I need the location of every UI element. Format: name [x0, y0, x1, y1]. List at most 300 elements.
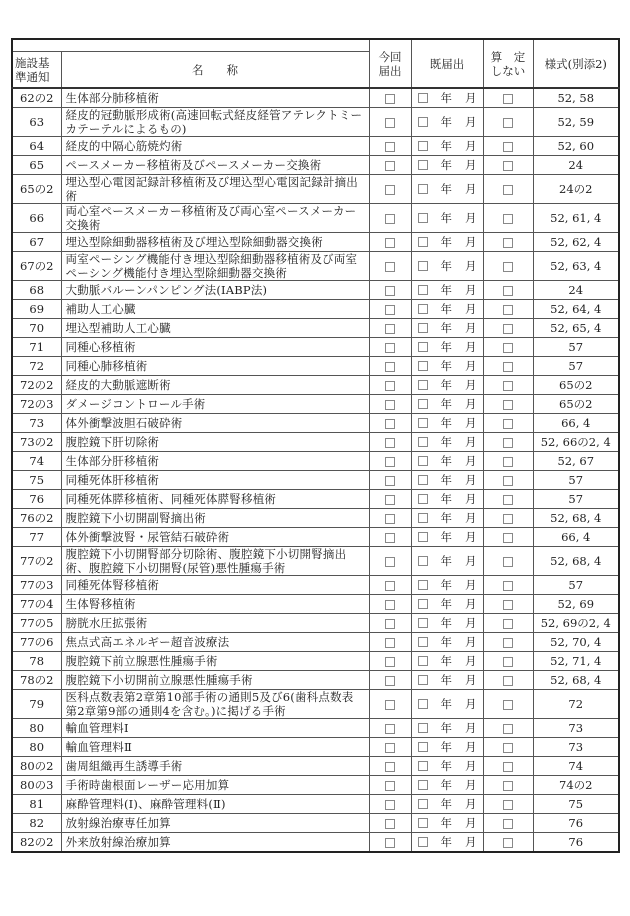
header-already-filed: 既届出 — [411, 39, 483, 88]
notice-number: 80 — [12, 738, 61, 757]
form-number: 57 — [533, 576, 619, 595]
already-filed-checkbox[interactable] — [418, 213, 428, 223]
year-label: 年 — [440, 473, 452, 487]
year-label: 年 — [440, 378, 452, 392]
this-time-checkbox[interactable] — [385, 819, 395, 829]
this-time-cell — [369, 137, 411, 156]
already-filed-checkbox[interactable] — [418, 656, 428, 666]
not-calculated-cell — [483, 376, 533, 395]
month-label: 月 — [465, 721, 477, 735]
not-calculated-checkbox[interactable] — [503, 657, 513, 667]
already-filed-checkbox[interactable] — [418, 818, 428, 828]
already-filed-cell — [411, 738, 483, 757]
notice-number: 73 — [12, 414, 61, 433]
this-time-cell — [369, 576, 411, 595]
already-filed-checkbox[interactable] — [418, 418, 428, 428]
item-name: 腹腔鏡下小切開副腎摘出術 — [61, 509, 369, 528]
table-row — [12, 814, 619, 833]
this-time-checkbox[interactable] — [385, 800, 395, 810]
form-number: 24 — [533, 281, 619, 300]
not-calculated-checkbox[interactable] — [503, 305, 513, 315]
item-name: ダメージコントロール手術 — [61, 395, 369, 414]
not-calculated-cell — [483, 338, 533, 357]
item-name: 手術時歯根面レーザー応用加算 — [61, 776, 369, 795]
already-filed-cell — [411, 614, 483, 633]
item-name: 埋込型心電図記録計移植術及び埋込型心電図記録計摘出術 — [61, 175, 369, 204]
table-row — [12, 252, 619, 281]
already-filed-checkbox[interactable] — [418, 261, 428, 271]
table-row — [12, 414, 619, 433]
month-label: 月 — [465, 759, 477, 773]
this-time-checkbox[interactable] — [385, 214, 395, 224]
this-time-checkbox[interactable] — [385, 286, 395, 296]
this-time-checkbox[interactable] — [385, 676, 395, 686]
already-filed-cell — [411, 719, 483, 738]
month-label: 月 — [465, 778, 477, 792]
not-calculated-checkbox[interactable] — [503, 419, 513, 429]
table-row — [12, 528, 619, 547]
not-calculated-checkbox[interactable] — [503, 457, 513, 467]
month-label: 月 — [465, 259, 477, 273]
this-time-checkbox[interactable] — [385, 638, 395, 648]
already-filed-checkbox[interactable] — [418, 380, 428, 390]
table-row — [12, 795, 619, 814]
this-time-cell — [369, 595, 411, 614]
form-number: 57 — [533, 338, 619, 357]
year-label: 年 — [440, 259, 452, 273]
notice-number: 62の2 — [12, 88, 61, 108]
form-number: 57 — [533, 471, 619, 490]
year-label: 年 — [440, 654, 452, 668]
already-filed-checkbox[interactable] — [418, 361, 428, 371]
year-label: 年 — [440, 340, 452, 354]
month-label: 月 — [465, 340, 477, 354]
not-calculated-cell — [483, 738, 533, 757]
this-time-checkbox[interactable] — [385, 743, 395, 753]
not-calculated-checkbox[interactable] — [503, 214, 513, 224]
already-filed-checkbox[interactable] — [418, 456, 428, 466]
month-label: 月 — [465, 616, 477, 630]
item-name: 腹腔鏡下前立腺悪性腫瘍手術 — [61, 652, 369, 671]
notice-number: 77 — [12, 528, 61, 547]
year-label: 年 — [440, 740, 452, 754]
already-filed-cell — [411, 471, 483, 490]
already-filed-checkbox[interactable] — [418, 799, 428, 809]
month-label: 月 — [465, 740, 477, 754]
header-top-row — [12, 39, 619, 52]
year-label: 年 — [440, 759, 452, 773]
this-time-checkbox[interactable] — [385, 438, 395, 448]
already-filed-checkbox[interactable] — [418, 237, 428, 247]
this-time-cell — [369, 338, 411, 357]
already-filed-cell — [411, 671, 483, 690]
already-filed-checkbox[interactable] — [418, 637, 428, 647]
table-row — [12, 319, 619, 338]
already-filed-checkbox[interactable] — [418, 475, 428, 485]
item-name: 輸血管理料Ⅱ — [61, 738, 369, 757]
already-filed-cell — [411, 175, 483, 204]
this-time-checkbox[interactable] — [385, 514, 395, 524]
form-number: 52, 68, 4 — [533, 547, 619, 576]
this-time-cell — [369, 757, 411, 776]
this-time-cell — [369, 376, 411, 395]
year-label: 年 — [440, 139, 452, 153]
already-filed-cell — [411, 814, 483, 833]
form-number: 73 — [533, 738, 619, 757]
notice-number: 64 — [12, 137, 61, 156]
notice-number: 76 — [12, 490, 61, 509]
not-calculated-checkbox[interactable] — [503, 676, 513, 686]
not-calculated-checkbox[interactable] — [503, 286, 513, 296]
this-time-cell — [369, 490, 411, 509]
table-row — [12, 233, 619, 252]
this-time-checkbox[interactable] — [385, 495, 395, 505]
already-filed-checkbox[interactable] — [418, 675, 428, 685]
item-name: 歯周組織再生誘導手術 — [61, 757, 369, 776]
form-number: 52, 69 — [533, 595, 619, 614]
not-calculated-checkbox[interactable] — [503, 762, 513, 772]
year-label: 年 — [440, 616, 452, 630]
already-filed-checkbox[interactable] — [418, 618, 428, 628]
this-time-checkbox[interactable] — [385, 600, 395, 610]
this-time-cell — [369, 414, 411, 433]
this-time-checkbox[interactable] — [385, 657, 395, 667]
not-calculated-checkbox[interactable] — [503, 724, 513, 734]
already-filed-checkbox[interactable] — [418, 184, 428, 194]
not-calculated-cell — [483, 833, 533, 853]
already-filed-checkbox[interactable] — [418, 323, 428, 333]
notice-number: 72の2 — [12, 376, 61, 395]
already-filed-checkbox[interactable] — [418, 342, 428, 352]
this-time-checkbox[interactable] — [385, 457, 395, 467]
not-calculated-cell — [483, 547, 533, 576]
this-time-checkbox[interactable] — [385, 238, 395, 248]
this-time-checkbox[interactable] — [385, 161, 395, 171]
header-form: 様式(別添2) — [533, 39, 619, 88]
not-calculated-cell — [483, 528, 533, 547]
item-name: 焦点式高エネルギー超音波療法 — [61, 633, 369, 652]
year-label: 年 — [440, 158, 452, 172]
already-filed-cell — [411, 776, 483, 795]
item-name: 大動脈バルーンパンピング法(IABP法) — [61, 281, 369, 300]
not-calculated-cell — [483, 108, 533, 137]
this-time-checkbox[interactable] — [385, 581, 395, 591]
month-label: 月 — [465, 511, 477, 525]
year-label: 年 — [440, 359, 452, 373]
already-filed-checkbox[interactable] — [418, 141, 428, 151]
this-time-checkbox[interactable] — [385, 619, 395, 629]
this-time-checkbox[interactable] — [385, 419, 395, 429]
form-number: 74の2 — [533, 776, 619, 795]
this-time-cell — [369, 452, 411, 471]
already-filed-checkbox[interactable] — [418, 93, 428, 103]
year-label: 年 — [440, 91, 452, 105]
form-number: 66, 4 — [533, 414, 619, 433]
this-time-cell — [369, 690, 411, 719]
notice-number: 67 — [12, 233, 61, 252]
this-time-checkbox[interactable] — [385, 262, 395, 272]
month-label: 月 — [465, 91, 477, 105]
not-calculated-checkbox[interactable] — [503, 324, 513, 334]
item-name: 同種死体腎移植術 — [61, 576, 369, 595]
form-number: 52, 67 — [533, 452, 619, 471]
this-time-cell — [369, 175, 411, 204]
not-calculated-cell — [483, 490, 533, 509]
this-time-checkbox[interactable] — [385, 305, 395, 315]
already-filed-cell — [411, 757, 483, 776]
already-filed-checkbox[interactable] — [418, 761, 428, 771]
notice-number: 66 — [12, 204, 61, 233]
item-name: 埋込型除細動器移植術及び埋込型除細動器交換術 — [61, 233, 369, 252]
already-filed-checkbox[interactable] — [418, 160, 428, 170]
already-filed-checkbox[interactable] — [418, 723, 428, 733]
this-time-checkbox[interactable] — [385, 762, 395, 772]
not-calculated-cell — [483, 576, 533, 595]
already-filed-checkbox[interactable] — [418, 513, 428, 523]
this-time-cell — [369, 300, 411, 319]
year-label: 年 — [440, 835, 452, 849]
this-time-cell — [369, 633, 411, 652]
form-number: 52, 62, 4 — [533, 233, 619, 252]
notice-number: 80の2 — [12, 757, 61, 776]
not-calculated-checkbox[interactable] — [503, 838, 513, 848]
item-name: 生体腎移植術 — [61, 595, 369, 614]
item-name: 医科点数表第2章第10部手術の通則5及び6(歯科点数表第2章第9部の通則4を含む。)に掲げる手術 — [61, 690, 369, 719]
table-row — [12, 175, 619, 204]
not-calculated-checkbox[interactable] — [503, 262, 513, 272]
notice-number: 70 — [12, 319, 61, 338]
month-label: 月 — [465, 435, 477, 449]
item-name: 麻酔管理料(Ⅰ)、麻酔管理料(Ⅱ) — [61, 795, 369, 814]
not-calculated-checkbox[interactable] — [503, 381, 513, 391]
item-name: 両室ペーシング機能付き埋込型除細動器移植術及び両室ペーシング機能付き埋込型除細動器交換術 — [61, 252, 369, 281]
month-label: 月 — [465, 182, 477, 196]
table-row — [12, 757, 619, 776]
form-number: 74 — [533, 757, 619, 776]
already-filed-checkbox[interactable] — [418, 399, 428, 409]
not-calculated-checkbox[interactable] — [503, 514, 513, 524]
not-calculated-checkbox[interactable] — [503, 238, 513, 248]
month-label: 月 — [465, 635, 477, 649]
this-time-cell — [369, 319, 411, 338]
item-name: 放射線治療専任加算 — [61, 814, 369, 833]
table-row — [12, 490, 619, 509]
table-row — [12, 690, 619, 719]
month-label: 月 — [465, 473, 477, 487]
already-filed-cell — [411, 690, 483, 719]
already-filed-checkbox[interactable] — [418, 837, 428, 847]
form-number: 52, 61, 4 — [533, 204, 619, 233]
already-filed-cell — [411, 833, 483, 853]
already-filed-cell — [411, 652, 483, 671]
this-time-checkbox[interactable] — [385, 838, 395, 848]
notice-number: 80 — [12, 719, 61, 738]
already-filed-cell — [411, 156, 483, 175]
already-filed-checkbox[interactable] — [418, 780, 428, 790]
already-filed-checkbox[interactable] — [418, 580, 428, 590]
already-filed-checkbox[interactable] — [418, 117, 428, 127]
not-calculated-checkbox[interactable] — [503, 700, 513, 710]
not-calculated-checkbox[interactable] — [503, 533, 513, 543]
this-time-checkbox[interactable] — [385, 343, 395, 353]
form-number: 65の2 — [533, 376, 619, 395]
not-calculated-checkbox[interactable] — [503, 495, 513, 505]
this-time-cell — [369, 395, 411, 414]
already-filed-checkbox[interactable] — [418, 494, 428, 504]
already-filed-cell — [411, 204, 483, 233]
not-calculated-checkbox[interactable] — [503, 142, 513, 152]
this-time-checkbox[interactable] — [385, 557, 395, 567]
this-time-checkbox[interactable] — [385, 533, 395, 543]
already-filed-checkbox[interactable] — [418, 285, 428, 295]
not-calculated-checkbox[interactable] — [503, 638, 513, 648]
not-calculated-checkbox[interactable] — [503, 185, 513, 195]
month-label: 月 — [465, 578, 477, 592]
this-time-cell — [369, 738, 411, 757]
this-time-cell — [369, 652, 411, 671]
not-calculated-cell — [483, 757, 533, 776]
this-time-checkbox[interactable] — [385, 476, 395, 486]
this-time-cell — [369, 776, 411, 795]
table-row — [12, 395, 619, 414]
form-number: 73 — [533, 719, 619, 738]
notice-number: 77の4 — [12, 595, 61, 614]
notice-number: 75 — [12, 471, 61, 490]
this-time-cell — [369, 252, 411, 281]
notice-number: 80の3 — [12, 776, 61, 795]
not-calculated-cell — [483, 690, 533, 719]
form-number: 52, 68, 4 — [533, 509, 619, 528]
not-calculated-checkbox[interactable] — [503, 400, 513, 410]
month-label: 月 — [465, 397, 477, 411]
not-calculated-checkbox[interactable] — [503, 343, 513, 353]
notice-number: 63 — [12, 108, 61, 137]
not-calculated-checkbox[interactable] — [503, 94, 513, 104]
already-filed-cell — [411, 252, 483, 281]
not-calculated-cell — [483, 776, 533, 795]
this-time-checkbox[interactable] — [385, 781, 395, 791]
table-row — [12, 108, 619, 137]
year-label: 年 — [440, 416, 452, 430]
this-time-checkbox[interactable] — [385, 185, 395, 195]
not-calculated-checkbox[interactable] — [503, 557, 513, 567]
already-filed-checkbox[interactable] — [418, 437, 428, 447]
already-filed-checkbox[interactable] — [418, 532, 428, 542]
already-filed-cell — [411, 281, 483, 300]
not-calculated-cell — [483, 319, 533, 338]
not-calculated-checkbox[interactable] — [503, 743, 513, 753]
month-label: 月 — [465, 673, 477, 687]
this-time-cell — [369, 719, 411, 738]
already-filed-checkbox[interactable] — [418, 699, 428, 709]
not-calculated-cell — [483, 204, 533, 233]
table-row — [12, 776, 619, 795]
table-row — [12, 671, 619, 690]
not-calculated-cell — [483, 814, 533, 833]
this-time-checkbox[interactable] — [385, 142, 395, 152]
notice-number: 68 — [12, 281, 61, 300]
already-filed-cell — [411, 300, 483, 319]
this-time-checkbox[interactable] — [385, 724, 395, 734]
month-label: 月 — [465, 492, 477, 506]
form-number: 52, 71, 4 — [533, 652, 619, 671]
this-time-checkbox[interactable] — [385, 700, 395, 710]
notice-number: 82 — [12, 814, 61, 833]
already-filed-cell — [411, 414, 483, 433]
month-label: 月 — [465, 302, 477, 316]
notice-number: 77の2 — [12, 547, 61, 576]
not-calculated-checkbox[interactable] — [503, 476, 513, 486]
not-calculated-checkbox[interactable] — [503, 819, 513, 829]
form-number: 52, 59 — [533, 108, 619, 137]
year-label: 年 — [440, 797, 452, 811]
table-row — [12, 452, 619, 471]
this-time-cell — [369, 204, 411, 233]
year-label: 年 — [440, 578, 452, 592]
year-label: 年 — [440, 530, 452, 544]
not-calculated-checkbox[interactable] — [503, 118, 513, 128]
not-calculated-checkbox[interactable] — [503, 161, 513, 171]
year-label: 年 — [440, 778, 452, 792]
month-label: 月 — [465, 697, 477, 711]
month-label: 月 — [465, 454, 477, 468]
table-row — [12, 204, 619, 233]
item-name: ペースメーカー移植術及びペースメーカー交換術 — [61, 156, 369, 175]
already-filed-cell — [411, 137, 483, 156]
not-calculated-cell — [483, 357, 533, 376]
already-filed-checkbox[interactable] — [418, 304, 428, 314]
year-label: 年 — [440, 554, 452, 568]
this-time-cell — [369, 357, 411, 376]
item-name: 体外衝撃波腎・尿管結石破砕術 — [61, 528, 369, 547]
already-filed-checkbox[interactable] — [418, 742, 428, 752]
not-calculated-checkbox[interactable] — [503, 362, 513, 372]
item-name: 補助人工心臓 — [61, 300, 369, 319]
not-calculated-checkbox[interactable] — [503, 438, 513, 448]
year-label: 年 — [440, 115, 452, 129]
already-filed-checkbox[interactable] — [418, 599, 428, 609]
this-time-checkbox[interactable] — [385, 94, 395, 104]
table-body — [12, 88, 619, 852]
this-time-cell — [369, 471, 411, 490]
not-calculated-cell — [483, 471, 533, 490]
month-label: 月 — [465, 158, 477, 172]
notice-number: 72 — [12, 357, 61, 376]
month-label: 月 — [465, 115, 477, 129]
not-calculated-checkbox[interactable] — [503, 781, 513, 791]
this-time-checkbox[interactable] — [385, 324, 395, 334]
already-filed-checkbox[interactable] — [418, 556, 428, 566]
not-calculated-cell — [483, 395, 533, 414]
this-time-checkbox[interactable] — [385, 118, 395, 128]
not-calculated-cell — [483, 281, 533, 300]
item-name: 同種死体膵移植術、同種死体膵腎移植術 — [61, 490, 369, 509]
not-calculated-checkbox[interactable] — [503, 619, 513, 629]
table-row — [12, 738, 619, 757]
form-number: 52, 58 — [533, 88, 619, 108]
this-time-checkbox[interactable] — [385, 400, 395, 410]
month-label: 月 — [465, 321, 477, 335]
year-label: 年 — [440, 511, 452, 525]
this-time-cell — [369, 614, 411, 633]
year-label: 年 — [440, 283, 452, 297]
not-calculated-checkbox[interactable] — [503, 581, 513, 591]
not-calculated-checkbox[interactable] — [503, 800, 513, 810]
not-calculated-checkbox[interactable] — [503, 600, 513, 610]
this-time-checkbox[interactable] — [385, 362, 395, 372]
this-time-checkbox[interactable] — [385, 381, 395, 391]
item-name: 経皮的冠動脈形成術(高速回転式経皮経管アテレクトミーカテーテルによるもの) — [61, 108, 369, 137]
